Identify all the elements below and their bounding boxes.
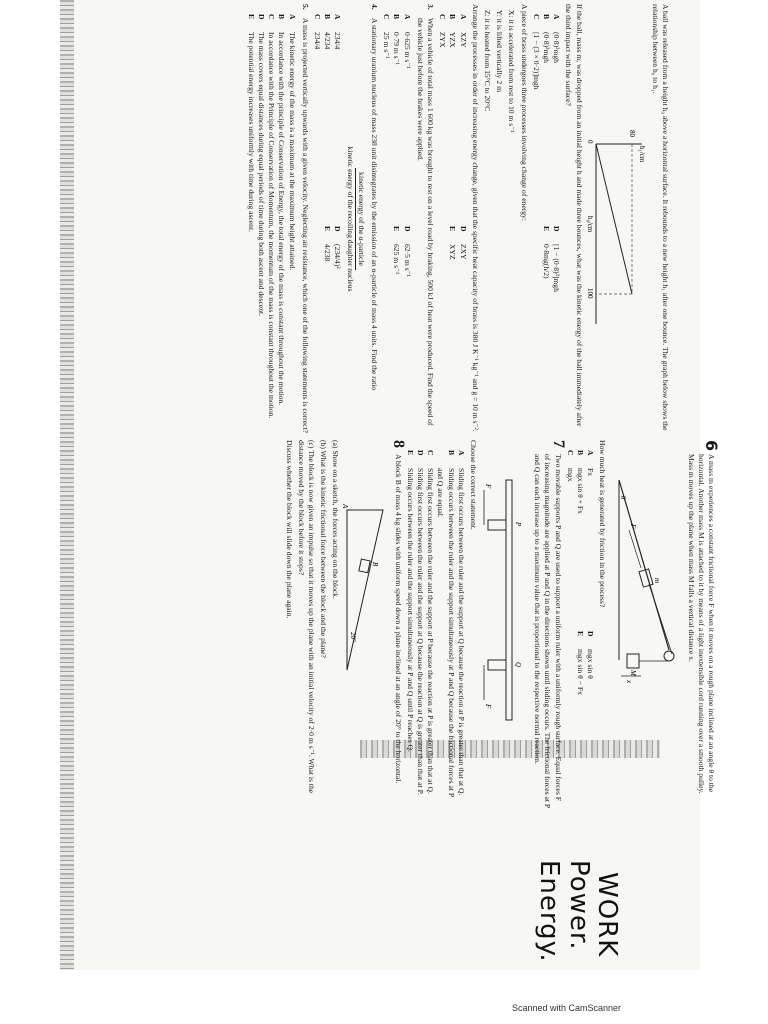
q5-opt-e[interactable]: The potential energy increases uniformly with time during ascent.: [246, 32, 256, 232]
q3-opt-b-label[interactable]: B: [392, 14, 402, 20]
q3-opt-a[interactable]: 0·625 m s⁻¹: [402, 32, 412, 69]
q1-options: [531, 14, 562, 434]
q2-opt-b-label[interactable]: B: [448, 14, 458, 20]
q4-opt-d-label[interactable]: D: [333, 226, 343, 232]
scanner-watermark: Scanned with CamScanner: [512, 1003, 622, 1013]
handwriting-work: WORK: [592, 872, 622, 958]
q5-options: [246, 14, 297, 434]
q2-opt-a[interactable]: XZY: [458, 32, 468, 48]
q2-item-z: Z: it is heated from 15°C to 20°C: [482, 10, 492, 112]
q3-opt-e[interactable]: 625 m s⁻¹: [392, 244, 402, 275]
q7-opt-e[interactable]: Sliding occurs between the ruler and the support simultaneously at P and Q until P reaches Q.: [405, 468, 415, 752]
q1-opt-a[interactable]: (0·8)²mgh: [552, 32, 562, 63]
fig7-F-left: F: [483, 484, 492, 489]
q3-options: [381, 14, 412, 434]
q7-opt-d-label[interactable]: D: [415, 450, 425, 456]
q6-opt-e[interactable]: mgx sin θ − Fx: [575, 649, 585, 695]
graph-x-100: 100: [585, 288, 594, 299]
fig7-P: P: [513, 522, 522, 527]
q1-opt-c[interactable]: [1 − (3 × 0·2)]mgh: [531, 32, 541, 90]
q4-fraction-denominator: kinetic energy of the recoiling daughter nucleus: [345, 146, 355, 292]
q5-opt-c[interactable]: In accordance with the Principle of Conservation of Momentum, the momentum of the mass is constant throughout the motion.: [267, 32, 277, 419]
q3-opt-d-label[interactable]: D: [402, 226, 412, 232]
q5-stem: A mass is projected vertically upwards with a given velocity. Neglecting air resistance, which one of the following statements is correct?: [300, 18, 310, 433]
q7-choose: Choose the correct statement.: [468, 440, 478, 530]
q7-opt-b-label[interactable]: B: [446, 450, 456, 456]
q4-opt-e-label[interactable]: E: [323, 226, 333, 232]
q1-opt-c-label[interactable]: C: [531, 14, 541, 20]
q2-opt-c-label[interactable]: C: [438, 14, 448, 20]
q7-figure: [480, 460, 528, 760]
graph-y-label: h₁/cm: [637, 146, 646, 163]
q6-stem: A mass m experiences a constant frictional force F when it moves on a rough plane inclined at an angle θ to the horizontal. Another mass M is attached to it by means of a light inextensible cord running over a smooth pulley. Mass m moves up the plane when mass M falls a vertical distance x.: [686, 454, 716, 794]
q4-opt-b-label[interactable]: B: [323, 14, 333, 20]
fig6-theta: θ: [619, 496, 628, 500]
q8-number: 8: [389, 440, 407, 448]
q1-opt-d[interactable]: [1 − (0·8)³]mgh: [552, 244, 562, 292]
q5-opt-e-label[interactable]: E: [246, 14, 256, 20]
q1-opt-b-label[interactable]: B: [541, 14, 551, 20]
q8-stem: A block B of mass 4 kg slides with uniform speed down a plane inclined at an angle of 20° to the horizontal.: [393, 454, 403, 784]
q7-options: [405, 450, 466, 808]
q4-options: [312, 14, 343, 434]
q3-opt-e-label[interactable]: E: [392, 226, 402, 232]
q2-opt-e[interactable]: XYZ: [448, 244, 458, 260]
q6-opt-c[interactable]: mgx: [565, 468, 575, 482]
fig6-x: x: [625, 680, 634, 684]
q7-opt-e-label[interactable]: E: [405, 450, 415, 456]
q6-question: How much heat is generated by friction in the process?: [598, 440, 608, 608]
q7-opt-a-label[interactable]: A: [456, 450, 466, 456]
q2-item-x: X: it is accelerated from rest to 10 m s⁻¹: [507, 10, 517, 133]
q6-opt-d-label[interactable]: D: [586, 631, 596, 637]
graph-x-0: 0: [585, 140, 594, 144]
q5-opt-c-label[interactable]: C: [267, 14, 277, 20]
q2-opt-a-label[interactable]: A: [458, 14, 468, 20]
q5-opt-a-label[interactable]: A: [287, 14, 297, 20]
q5-opt-d[interactable]: The mass covers equal distances during equal periods of time during both ascent and descent.: [256, 32, 266, 317]
question-5: [298, 4, 310, 434]
fig8-B: B: [371, 562, 380, 567]
q1-opt-d-label[interactable]: D: [552, 226, 562, 232]
q1-opt-a-label[interactable]: A: [552, 14, 562, 20]
q3-opt-d[interactable]: 62·5 m s⁻¹: [402, 244, 412, 277]
q7-opt-c-label[interactable]: C: [426, 450, 436, 456]
q1-opt-b[interactable]: (0·8)³mgh: [541, 32, 551, 63]
question-4: [367, 4, 379, 434]
question-8: [389, 440, 407, 808]
q6-opt-c-label[interactable]: C: [565, 450, 575, 456]
q8-part-d: Discuss whether the block will slide down the plane again.: [284, 440, 294, 619]
question-7: [530, 440, 567, 808]
fig8-angle: 20°: [349, 632, 358, 642]
q5-opt-a[interactable]: The kinetic energy of the mass is a maximum at the maximum height attained.: [287, 32, 297, 271]
q7-stem: Two movable supports P and Q are used to support a uniform ruler with a uniformly rough surface. Equal forces F of increasing magnitude are applied at P and Q in the directions shown until sliding occurs. The frictional forces at P and Q can each increase up to a maximum value that is proportional to the respective normal reaction.: [533, 454, 563, 808]
q2-opt-b[interactable]: YZX: [448, 32, 458, 48]
q2-opt-c[interactable]: ZYX: [438, 32, 448, 48]
q7-opt-b[interactable]: Sliding occurs between the ruler and the support simultaneously at P and Q because the frictional forces at P and Q are equal.: [436, 468, 456, 797]
q1-sub: If the ball, mass m, was dropped from an initial height h and made three bounces, what was the kinetic energy of the ball immediately after the third impact with the surface?: [564, 4, 584, 427]
q6-number: 6: [702, 440, 721, 452]
graph-y-80: 80: [627, 130, 636, 137]
fig6-m: m: [653, 578, 662, 584]
question-6: [683, 440, 721, 808]
q7-number: 7: [549, 440, 567, 448]
q3-opt-c-label[interactable]: C: [382, 14, 392, 20]
q8-part-c: (c) The block is now given an impulse so that it moves up the plane with an initial velocity of 2·0 m s⁻¹. What is the distance moved by the block before it stops?: [296, 440, 316, 794]
q4-opt-e[interactable]: 4/238: [323, 244, 333, 262]
left-column: [244, 4, 671, 434]
fig7-F-right: F: [483, 704, 492, 709]
fig6-M: M: [629, 670, 638, 676]
q4-fraction-numerator: kinetic energy of the α-particle: [355, 168, 366, 270]
question-3: [413, 4, 435, 434]
q1-opt-e[interactable]: 0·8mg(h/2): [541, 244, 551, 279]
q2-item-y: Y: it is lifted vertically 2 m: [495, 10, 505, 92]
fig8-A: A: [341, 504, 350, 509]
scan-edge-noise: [60, 0, 74, 970]
graph-x-label: h₀/cm: [585, 216, 594, 233]
fig7-Q: Q: [513, 662, 522, 668]
q5-opt-b[interactable]: In accordance with the principle of Conservation of Energy, the total energy of the mass is constant throughout the motion.: [277, 32, 287, 406]
q5-number: 5.: [300, 4, 310, 10]
q5-opt-b-label[interactable]: B: [277, 14, 287, 20]
q4-opt-c[interactable]: 234/4: [312, 32, 322, 50]
q8-figure: [341, 500, 389, 700]
q1-opt-e-label[interactable]: E: [541, 226, 551, 232]
right-column: [281, 440, 721, 808]
q6-options: [565, 450, 596, 808]
q4-opt-a[interactable]: 234/4: [333, 32, 343, 50]
q2-opt-d[interactable]: ZXY: [458, 244, 468, 260]
q7-opt-c[interactable]: Sliding first occurs between the ruler and the support at P because the reaction at P is greater than that at Q.: [426, 468, 436, 794]
q7-opt-a[interactable]: Sliding first occurs between the ruler and the support at Q because the reaction at P is greater than that at Q.: [456, 468, 466, 796]
handwriting-power: Power.: [564, 860, 594, 951]
q6-opt-a[interactable]: Fx: [586, 468, 596, 477]
q6-opt-b[interactable]: mgx sin θ + Fx: [575, 468, 585, 514]
q1-graph: [586, 124, 648, 354]
q4-opt-c-label[interactable]: C: [312, 14, 322, 20]
q7-opt-d[interactable]: Sliding first occurs between the ruler and the support at Q because the reaction at Q is greater than that at P.: [415, 468, 425, 795]
q8-part-a: (a) Show on a sketch, the forces acting on the block.: [331, 440, 341, 599]
q4-opt-b[interactable]: 4/234: [323, 32, 333, 50]
q4-number: 4.: [369, 4, 379, 10]
q2-arrange: Arrange the processes in order of increasing energy change, given that the specific heat capacity of brass is 380 J K⁻¹ kg⁻¹ and g = 10 m s⁻².: [470, 4, 480, 432]
q4-stem: A stationary uranium nucleus of mass 238 unit disintegrates by the emission of an α-particle of mass 4 units. Find the ratio: [369, 18, 379, 391]
q6-opt-d[interactable]: mgx sin θ: [586, 649, 596, 679]
q4-opt-d[interactable]: (234/4)²: [333, 244, 343, 269]
q3-opt-b[interactable]: 0·79 m s⁻¹: [392, 32, 402, 65]
q6-opt-b-label[interactable]: B: [575, 450, 585, 456]
q3-number: 3.: [425, 4, 435, 10]
q6-opt-a-label[interactable]: A: [586, 450, 596, 456]
handwriting-energy: Energy.: [534, 860, 564, 963]
q2-options: [437, 14, 468, 434]
q8-part-b: (b) What is the kinetic frictional force between the block and the plane?: [319, 440, 329, 658]
q3-stem: When a vehicle of total mass 1 600 kg was brought to rest on a level road by braking, 500 kJ of heat were produced. Find the speed of the vehicle just before the brakes were applied.: [415, 18, 435, 426]
q3-opt-c[interactable]: 25 m s⁻¹: [382, 32, 392, 59]
q3-opt-a-label[interactable]: A: [402, 14, 412, 20]
q5-opt-d-label[interactable]: D: [256, 14, 266, 20]
q4-opt-a-label[interactable]: A: [333, 14, 343, 20]
fig6-F: F: [629, 524, 638, 529]
q6-opt-e-label[interactable]: E: [575, 631, 585, 637]
q4-fraction: [344, 4, 365, 434]
q2-opt-e-label[interactable]: E: [448, 226, 458, 232]
q1-stem: A ball was released from a height h₀ above a horizontal surface. It rebounds to a new height h₁ after one bounce. The graph below shows the relationship between h₀ to h₁.: [650, 4, 670, 431]
q2-opt-d-label[interactable]: D: [458, 226, 468, 232]
q2-stem: A piece of brass undergoes three processes involving change of energy:: [519, 4, 529, 221]
q6-figure: [609, 460, 681, 760]
